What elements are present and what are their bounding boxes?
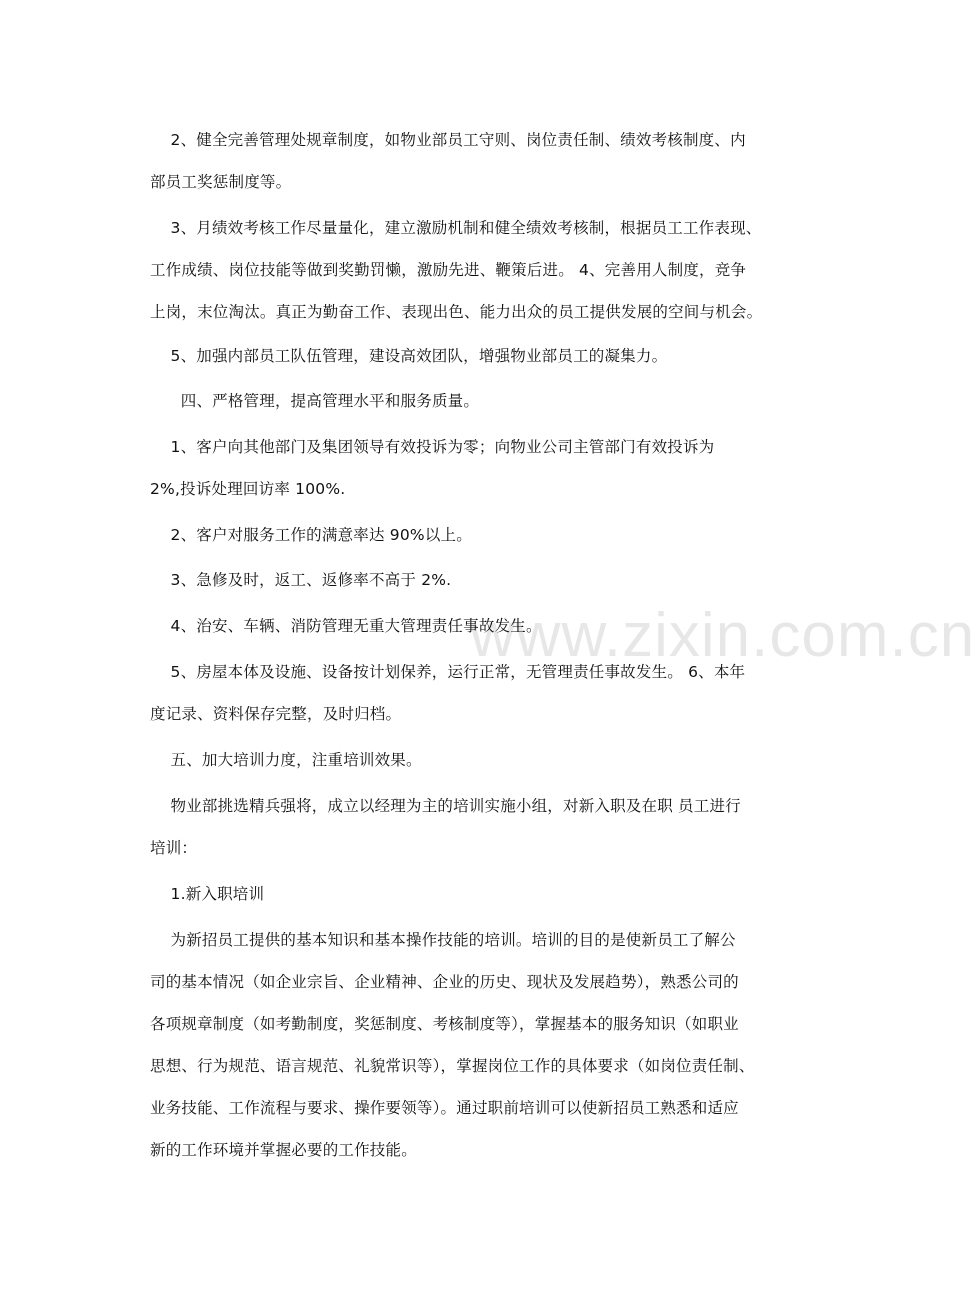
section-heading: 四、严格管理，提高管理水平和服务质量。 <box>150 392 480 410</box>
text-line: 2%,投诉处理回访率 100%. <box>150 480 346 498</box>
text-line: 司的基本情况（如企业宗旨、企业精神、企业的历史、现状及发展趋势），熟悉公司的 <box>150 973 739 991</box>
text-line: 2、客户对服务工作的满意率达 90%以上。 <box>150 526 472 544</box>
text-line: 培训： <box>150 839 198 857</box>
text-line: 3、月绩效考核工作尽量量化，建立激励机制和健全绩效考核制，根据员工工作表现、 <box>150 219 762 237</box>
text-line: 各项规章制度（如考勤制度，奖惩制度、考核制度等），掌握基本的服务知识（如职业 <box>150 1015 739 1033</box>
text-line: 度记录、资料保存完整，及时归档。 <box>150 705 402 723</box>
text-line: 5、房屋本体及设施、设备按计划保养，运行正常，无管理责任事故发生。 6、本年 <box>150 663 746 681</box>
text-line: 物业部挑选精兵强将，成立以经理为主的培训实施小组，对新入职及在职 员工进行 <box>150 797 741 815</box>
text-line: 3、急修及时，返工、返修率不高于 2%. <box>150 571 452 589</box>
text-line: 部员工奖惩制度等。 <box>150 173 292 191</box>
text-line: 1、客户向其他部门及集团领导有效投诉为零；向物业公司主管部门有效投诉为 <box>150 438 715 456</box>
text-line: 为新招员工提供的基本知识和基本操作技能的培训。培训的目的是使新员工了解公 <box>150 931 736 949</box>
text-line: 2、健全完善管理处规章制度，如物业部员工守则、岗位责任制、绩效考核制度、内 <box>150 131 746 149</box>
text-line: 4、治安、车辆、消防管理无重大管理责任事故发生。 <box>150 617 542 635</box>
text-line: 业务技能、工作流程与要求、操作要领等）。通过职前培训可以使新招员工熟悉和适应 <box>150 1099 739 1117</box>
text-line: 工作成绩、岗位技能等做到奖勤罚懒，激励先进、鞭策后进。 4、完善用人制度，竞争 <box>150 261 747 279</box>
text-line: 5、加强内部员工队伍管理，建设高效团队，增强物业部员工的凝集力。 <box>150 347 668 365</box>
subsection-heading: 1.新入职培训 <box>150 885 265 903</box>
section-heading: 五、加大培训力度，注重培训效果。 <box>150 751 422 769</box>
text-line: 思想、行为规范、语言规范、礼貌常识等），掌握岗位工作的具体要求（如岗位责任制、 <box>150 1057 755 1075</box>
watermark: www.zixin.com.cn <box>470 601 975 670</box>
text-line: 上岗，末位淘汰。真正为勤奋工作、表现出色、能力出众的员工提供发展的空间与机会。 <box>150 303 763 321</box>
text-line: 新的工作环境并掌握必要的工作技能。 <box>150 1141 417 1159</box>
